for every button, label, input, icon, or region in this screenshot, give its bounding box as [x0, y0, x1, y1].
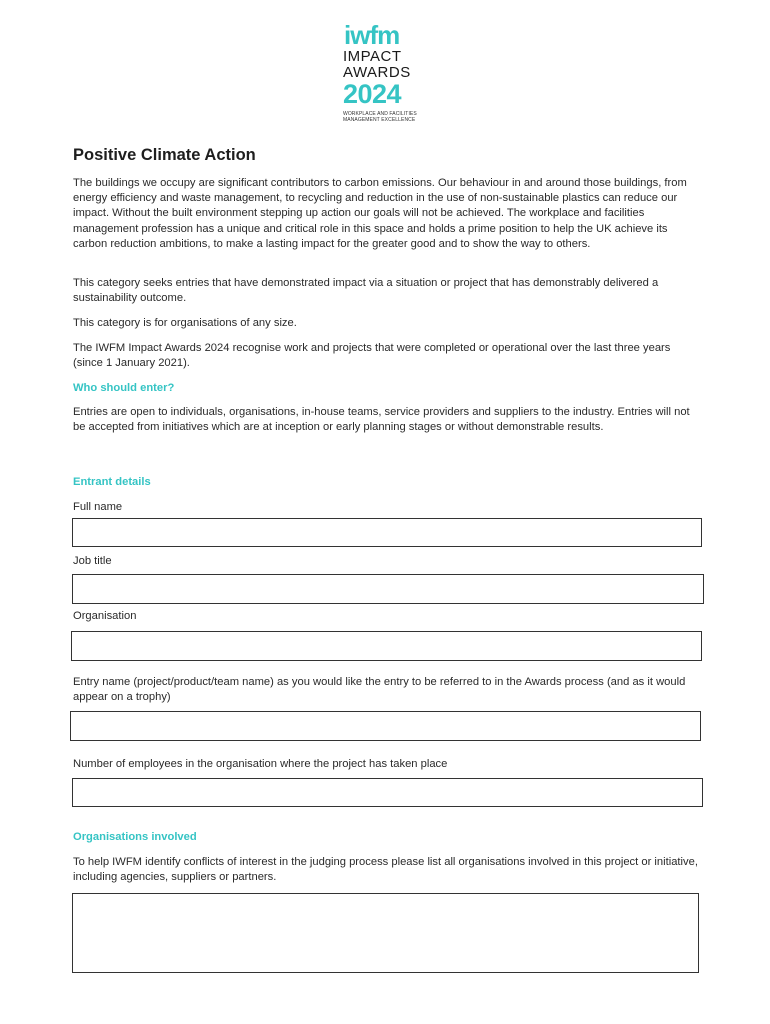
- employees-field[interactable]: [72, 778, 703, 807]
- logo-line-awards: AWARDS: [343, 64, 411, 81]
- intro-paragraph-1: The buildings we occupy are significant contributors to carbon emissions. Our behaviour in and around those buildings, from energy efficiency and waste management, to recycling and reduction in the use of non-sustainable plastics can reduce our impact. Without the built environment stepping up action our goals will not be achieved. The workplace and facilities management profession has a unique and critical role in this space and holds a prime position to help the UK achieve its carbon reduction ambitions, to make a lasting impact for the greater good and to show the way to others.: [73, 177, 687, 250]
- job-title-field[interactable]: [72, 574, 704, 604]
- organisations-involved-text: To help IWFM identify conflicts of interest in the judging process please list all organisations involved in this project or initiative, including agencies, suppliers or partners.: [73, 856, 698, 884]
- logo-year: 2024: [343, 79, 402, 109]
- who-should-enter-heading: Who should enter?: [73, 382, 175, 394]
- intro-paragraph-4: The IWFM Impact Awards 2024 recognise work and projects that were completed or operational over the last three years (since 1 January 2021).: [73, 342, 671, 370]
- employees-label: Number of employees in the organisation where the project has taken place: [73, 758, 448, 770]
- page-title: Positive Climate Action: [73, 146, 256, 164]
- intro-paragraph-2: This category seeks entries that have demonstrated impact via a situation or project that has demonstrably delivered a sustainability outcome.: [73, 277, 659, 305]
- entry-name-field[interactable]: [70, 711, 701, 741]
- entry-name-label: Entry name (project/product/team name) as you would like the entry to be referred to in the Awards process (and as it would appear on a trophy): [73, 676, 686, 704]
- logo-line-impact: IMPACT: [343, 48, 402, 65]
- intro-paragraph-3: This category is for organisations of any size.: [73, 317, 297, 329]
- full-name-field[interactable]: [72, 518, 702, 547]
- iwfm-impact-awards-logo: [340, 20, 430, 122]
- full-name-label: Full name: [73, 501, 123, 513]
- who-should-enter-text: Entries are open to individuals, organisations, in-house teams, service providers and suppliers to the industry. Entries will not be accepted from initiatives which are at inception or early planning stages or without demonstrable results.: [73, 406, 690, 434]
- logo-brand: iwfm: [344, 20, 400, 50]
- organisation-field[interactable]: [71, 631, 702, 661]
- organisations-involved-heading: Organisations involved: [73, 831, 197, 843]
- job-title-label: Job title: [73, 555, 112, 567]
- organisations-involved-field[interactable]: [72, 893, 699, 973]
- entrant-details-heading: Entrant details: [73, 476, 151, 488]
- organisation-label: Organisation: [73, 610, 137, 622]
- logo-tagline: WORKPLACE AND FACILITIES MANAGEMENT EXCELLENCE: [343, 111, 417, 123]
